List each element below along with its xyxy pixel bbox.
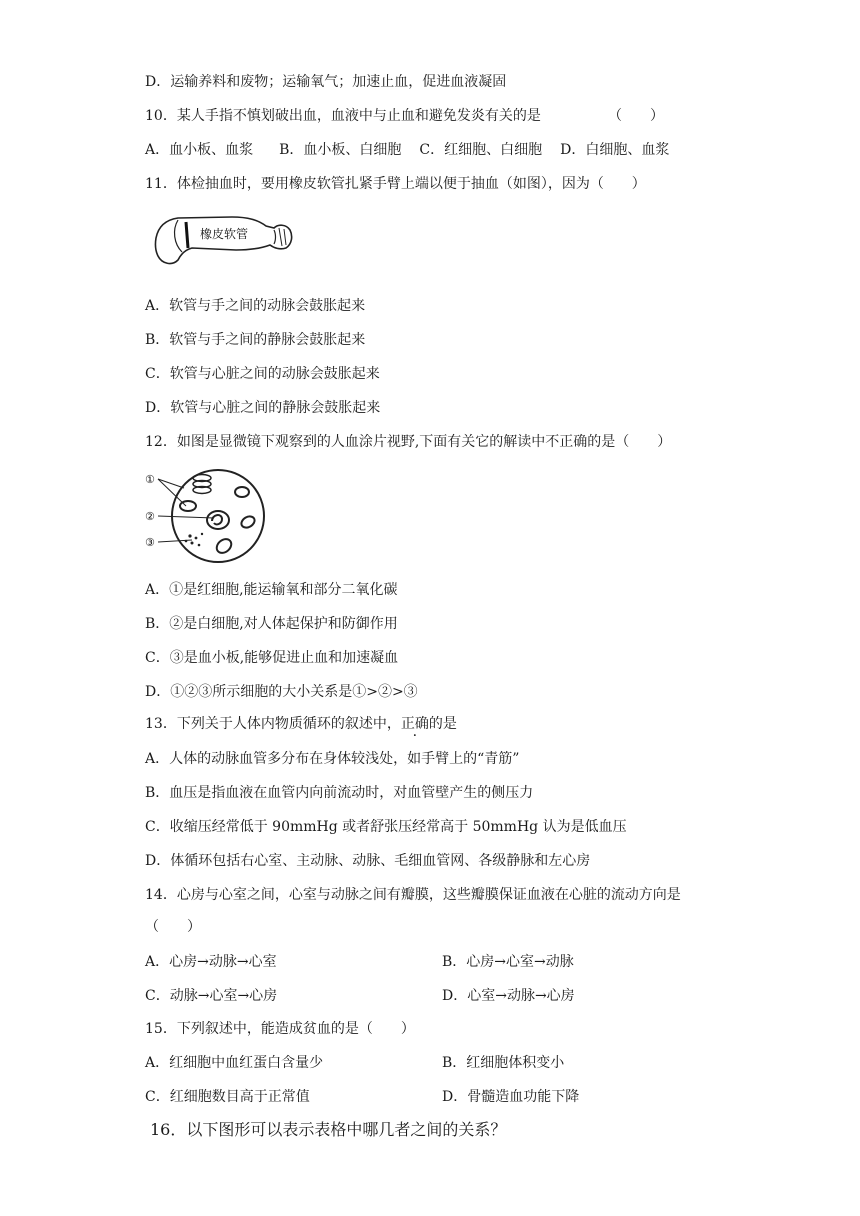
q13-option-d: D．体循环包括右心室、主动脉、动脉、毛细血管网、各级静脉和左心房 <box>145 853 591 869</box>
q12-label-2: ② <box>145 510 155 523</box>
q11-stem: 11．体检抽血时，要用橡皮软管扎紧手臂上端以便于抽血（如图），因为（ ） <box>145 176 646 192</box>
q11-option-b: B．软管与手之间的静脉会鼓胀起来 <box>145 332 366 348</box>
q12-label-1: ① <box>145 473 155 486</box>
q14-option-d: D．心室→动脉→心房 <box>442 988 575 1004</box>
q11-arm-figure <box>152 208 294 268</box>
q15-stem: 15．下列叙述中，能造成贫血的是（ ） <box>145 1021 415 1037</box>
q11-figure-label: 橡皮软管 <box>200 227 249 241</box>
q13-option-b: B．血压是指血液在血管内向前流动时，对血管壁产生的侧压力 <box>145 785 534 801</box>
q13-stem-suffix: 的是 <box>428 716 457 732</box>
q13-stem-prefix: 13．下列关于人体内物质循环的叙述中， <box>145 716 401 732</box>
q12-stem: 12．如图是显微镜下观察到的人血涂片视野,下面有关它的解读中不正确的是（ ） <box>145 434 672 450</box>
q12-option-d: D．①②③所示细胞的大小关系是①>②>③ <box>145 684 418 700</box>
q15-option-d: D．骨髓造血功能下降 <box>442 1089 580 1105</box>
q15-option-b: B．红细胞体积变小 <box>442 1055 565 1071</box>
q12-label-3: ③ <box>145 536 155 549</box>
q10-stem-text: 10．某人手指不慎划破出血，血液中与止血和避免发炎有关的是 <box>145 108 541 124</box>
q15-option-c: C．红细胞数目高于正常值 <box>145 1089 310 1105</box>
q12-option-a: A．①是红细胞,能运输氧和部分二氧化碳 <box>145 582 398 598</box>
q15-option-a: A．红细胞中血红蛋白含量少 <box>145 1055 324 1071</box>
q14-answer-paren: （ ） <box>145 919 201 935</box>
q14-option-a: A．心房→动脉→心室 <box>145 954 277 970</box>
q12-option-c: C．③是血小板,能够促进止血和加速凝血 <box>145 650 399 666</box>
q10-options <box>145 140 669 160</box>
q14-option-b: B．心房→心室→动脉 <box>442 954 574 970</box>
q9-option-d: D．运输养料和废物；运输氧气；加速止血，促进血液凝固 <box>145 74 507 90</box>
q13-option-c: C．收缩压经常低于 90mmHg 或者舒张压经常高于 50mmHg 认为是低血压 <box>145 819 627 835</box>
q14-stem: 14．心房与心室之间，心室与动脉之间有瓣膜，这些瓣膜保证血液在心脏的流动方向是 <box>145 887 681 903</box>
q11-option-c: C．软管与心脏之间的动脉会鼓胀起来 <box>145 366 380 382</box>
q10-stem <box>145 106 541 126</box>
q13-stem <box>145 714 457 734</box>
q10-option-b: B．血小板、白细胞 <box>279 142 402 158</box>
q13-stem-emphasis: 正确 <box>400 716 429 732</box>
q12-option-b: B．②是白细胞,对人体起保护和防御作用 <box>145 616 398 632</box>
q16-stem: 16．以下图形可以表示表格中哪几者之间的关系？ <box>150 1120 507 1139</box>
q14-option-c: C．动脉→心室→心房 <box>145 988 278 1004</box>
q11-option-d: D．软管与心脏之间的静脉会鼓胀起来 <box>145 400 381 416</box>
q10-option-a: A．血小板、血浆 <box>145 142 254 158</box>
q10-answer-paren: （ ） <box>608 108 664 124</box>
q13-option-a: A．人体的动脉血管多分布在身体较浅处，如手臂上的“青筋” <box>145 751 520 767</box>
q12-blood-smear-figure <box>144 466 268 566</box>
q10-option-d: D．白细胞、血浆 <box>560 142 670 158</box>
q10-option-c: C．红细胞、白细胞 <box>419 142 543 158</box>
q11-option-a: A．软管与手之间的动脉会鼓胀起来 <box>145 298 366 314</box>
